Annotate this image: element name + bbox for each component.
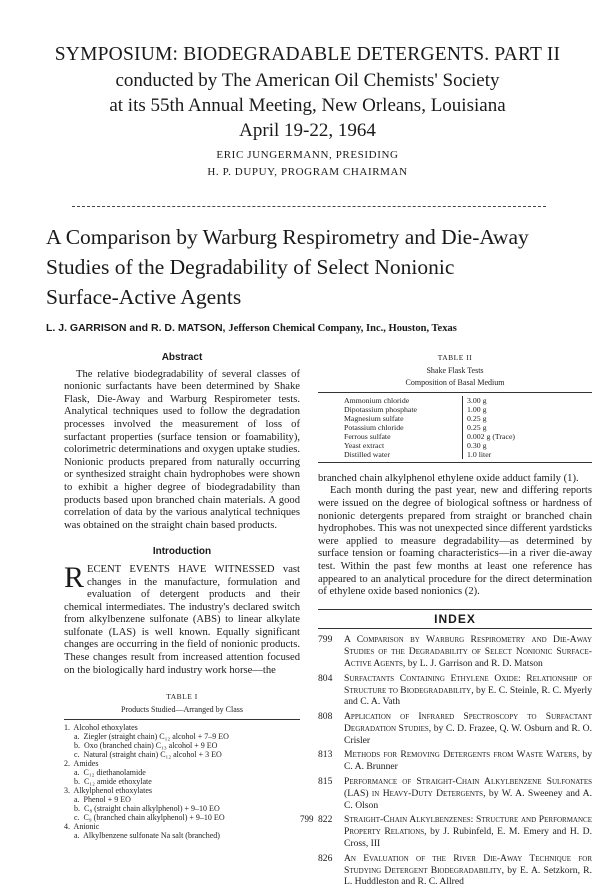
table-2-amount: 0.30 g	[463, 441, 516, 450]
index-page-number: 804	[318, 672, 333, 684]
abstract-heading: Abstract	[161, 352, 203, 363]
date-line: April 19-22, 1964	[239, 120, 376, 141]
index-entry	[344, 634, 592, 669]
index-item	[318, 814, 592, 849]
table-1-rows	[64, 723, 300, 840]
index-entry-title: A Comparison by Warburg Respirometry and Die-Away Studies of the Degradability of Select Nonionic Surface-Active Agents,	[344, 634, 592, 669]
index-item	[318, 853, 592, 888]
table-2-row	[344, 450, 515, 459]
table-1-row: c. Natural (straight chain) C₁₂ alcohol + 3 EO	[64, 750, 222, 760]
index-entry-authors: by C. A. Brunner	[344, 749, 592, 773]
table-2-caption: TABLE II	[437, 353, 473, 362]
left-column	[64, 352, 300, 840]
table-2-item: Potassium chloride	[344, 422, 404, 432]
presiding-line: ERIC JUNGERMANN, PRESIDING	[216, 149, 399, 161]
table-2-row	[344, 432, 515, 441]
table-2-amount: 0.25 g	[463, 423, 516, 432]
index-entry-title: Application of Infrared Spectroscopy to Surfactant Degradation Studies,	[344, 711, 592, 734]
table-2-row	[344, 441, 515, 450]
article-title	[46, 222, 606, 312]
index-page-number: 813	[318, 749, 333, 761]
index-entry-title: An Evaluation of the River Die-Away Technique for Studying Detergent Biodegradability,	[344, 852, 592, 876]
index-entry	[344, 673, 592, 708]
table-2-row	[344, 405, 515, 414]
table-1-row: a. Alkylbenzene sulfonate Na salt (branched)	[64, 831, 220, 841]
table-1-row: 1. Alcohol ethoxylates	[64, 723, 138, 733]
header-divider	[72, 206, 546, 207]
table-1-title: Products Studied—Arranged by Class	[121, 704, 243, 714]
symposium-title: SYMPOSIUM: BIODEGRADABLE DETERGENTS. PART II	[54, 44, 561, 65]
title-line-1: A Comparison by Warburg Respirometry and Die-Away	[46, 225, 529, 249]
table-1-row: b. C₁₂ amide ethoxylate	[64, 777, 152, 787]
table-2-body	[344, 396, 515, 459]
title-line-2: Studies of the Degradability of Select Nonionic	[46, 255, 455, 279]
index-entry-title: Surfactants Containing Ethylene Oxide: Relationship of Structure to Biodegradability,	[344, 672, 592, 696]
table-2-amount: 0.002 g (Trace)	[463, 432, 516, 441]
table-2-item: Ammonium chloride	[344, 395, 410, 405]
table-2-amount: 1.00 g	[463, 405, 516, 414]
index-page-number: 822	[318, 814, 333, 826]
conductor-line: conducted by The American Oil Chemists' Society	[115, 70, 500, 91]
table-2-row	[344, 423, 515, 432]
table-2-title: Shake Flask Tests	[426, 365, 484, 375]
introduction-text	[64, 560, 300, 677]
table-2-item: Magnesium sulfate	[344, 413, 404, 423]
index-heading: INDEX	[434, 611, 476, 626]
table-1-row: a. Ziegler (straight chain) C₁₂ alcohol + 7–9 EO	[64, 732, 229, 742]
table-1-row: a. Phenol + 9 EO	[64, 795, 131, 805]
index-page-number: 826	[318, 852, 333, 864]
abstract-text: The relative biodegradability of several classes of nonionic surfactants have been determined by Shake Flask, Die-Away and Warburg Respirometer tests. Analytical techniques used to follow the degradation processes involved the measurement of loss of surfactant properties (surface tension or foamability), colorimetric determinations and oxygen uptake studies. Nonionic products prepared from naturally occurring or synthesized straight chain hydrophobes were shown to exhibit a higher degree of biodegradability than products based upon branched chain materials. A good correlation of data by the various analytical techniques was obtained on the straight chain based products.	[64, 368, 300, 531]
table-1	[64, 691, 300, 840]
table-2-item: Ferrous sulfate	[344, 431, 391, 441]
right-column	[318, 352, 592, 891]
table-1-row: 2. Amides	[64, 759, 99, 769]
index-page-number: 808	[318, 711, 333, 723]
intro-lead: ECENT EVENTS HAVE WITNESSED	[87, 563, 275, 575]
index-list	[318, 634, 592, 888]
table-2-amount: 0.25 g	[463, 414, 516, 423]
table-1-row: 4. Anionic	[64, 822, 100, 832]
index-entry	[344, 853, 592, 888]
table-2-row	[344, 414, 515, 423]
index-entry-authors: by E. C. Steinle, R. C. Myerly and C. A. Vath	[344, 684, 592, 708]
index-entry-title: Performance of Straight-Chain Alkylbenzene Sulfonates (LAS) in Heavy-Duty Detergents,	[344, 776, 592, 799]
index-box	[318, 609, 592, 889]
introduction-heading: Introduction	[152, 546, 212, 558]
drop-cap: R	[64, 560, 85, 594]
chairman-line: H. P. DUPUY, PROGRAM CHAIRMAN	[207, 166, 408, 178]
index-page-number: 815	[318, 776, 333, 788]
table-1-caption: TABLE I	[166, 692, 198, 702]
index-entry-authors: by E. A. Setzkorn, R. L. Huddleston and R. C. Allred	[344, 864, 592, 888]
intro-body: vast changes in the manufacture, formulation and evaluation of detergent products and their chemical intermediates. The industry's declared switch from alkylbenzene sulfonate (ABS) to linear alkylate sulfonate (LAS) is well known. Equally significant changes are occurring in the field of nonionic products. These changes result from increased attention focused on the biologically hard industry work horse—the	[64, 563, 300, 676]
title-line-3: Surface-Active Agents	[46, 285, 242, 309]
index-entry-title: Straight-Chain Alkylbenzenes: Structure and Performance Property Relations,	[344, 814, 592, 838]
index-item	[318, 749, 592, 773]
index-entry	[344, 814, 592, 849]
index-entry	[344, 776, 592, 811]
table-1-row: b. Oxo (branched chain) C₁₃ alcohol + 9 EO	[64, 741, 218, 751]
index-entry-authors: by J. Rubinfeld, E. M. Emery and H. D. Cross, III	[344, 826, 592, 850]
table-2	[318, 352, 592, 463]
table-2-item: Dipotassium phosphate	[344, 404, 417, 414]
table-2-amount: 3.00 g	[463, 396, 516, 405]
table-2-subtitle: Composition of Basal Medium	[405, 378, 505, 388]
table-2-amount: 1.0 liter	[463, 450, 516, 459]
affiliation: Jefferson Chemical Company, Inc., Houston, Texas	[228, 323, 457, 334]
table-1-row: c. C₉ (branched chain alkylphenol) + 9–10 EO	[64, 813, 225, 823]
table-2-row	[344, 396, 515, 405]
authors: L. J. GARRISON and R. D. MATSON,	[46, 322, 226, 334]
index-item	[318, 634, 592, 669]
index-entry-title: Methods for Removing Detergents from Waste Waters,	[344, 749, 580, 761]
index-entry	[344, 749, 592, 773]
table-2-item: Distilled water	[344, 449, 391, 459]
table-1-row: a. C₁₂ diethanolamide	[64, 768, 146, 778]
index-entry-authors: by L. J. Garrison and R. D. Matson	[405, 657, 543, 669]
index-item	[318, 711, 592, 746]
index-entry	[344, 711, 592, 746]
index-item	[318, 776, 592, 811]
meeting-line: at its 55th Annual Meeting, New Orleans, Louisiana	[109, 95, 506, 116]
page-number: 799	[300, 814, 314, 824]
table-1-row: b. C₈ (straight chain alkylphenol) + 9–10 EO	[64, 804, 220, 814]
right-para-2: Each month during the past year, new and differing reports were issued on the degree of biological softness or hardness of nonionic detergents prepared from straight or branched chain hydrophobes. This was not unexpected since different yardsticks were applied to measure degradability—as determined by surface tension or foaming characteristics—in a river die-away test. Within the past few months at least one reference has appeared to an analytical procedure for the direct determination of ethylene oxide based nonionics (2).	[318, 485, 592, 598]
right-para-1: branched chain alkylphenol ethylene oxide adduct family (1).	[318, 472, 579, 484]
index-entry-authors: by C. D. Frazee, Q. W. Osburn and R. O. Crisler	[344, 722, 592, 746]
table-2-item: Yeast extract	[344, 440, 385, 450]
index-item	[318, 673, 592, 708]
author-line	[46, 322, 457, 334]
index-page-number: 799	[318, 634, 333, 646]
table-1-row: 3. Alkylphenol ethoxylates	[64, 786, 152, 796]
index-entry-authors: by W. A. Sweeney and A. C. Olson	[344, 787, 592, 811]
